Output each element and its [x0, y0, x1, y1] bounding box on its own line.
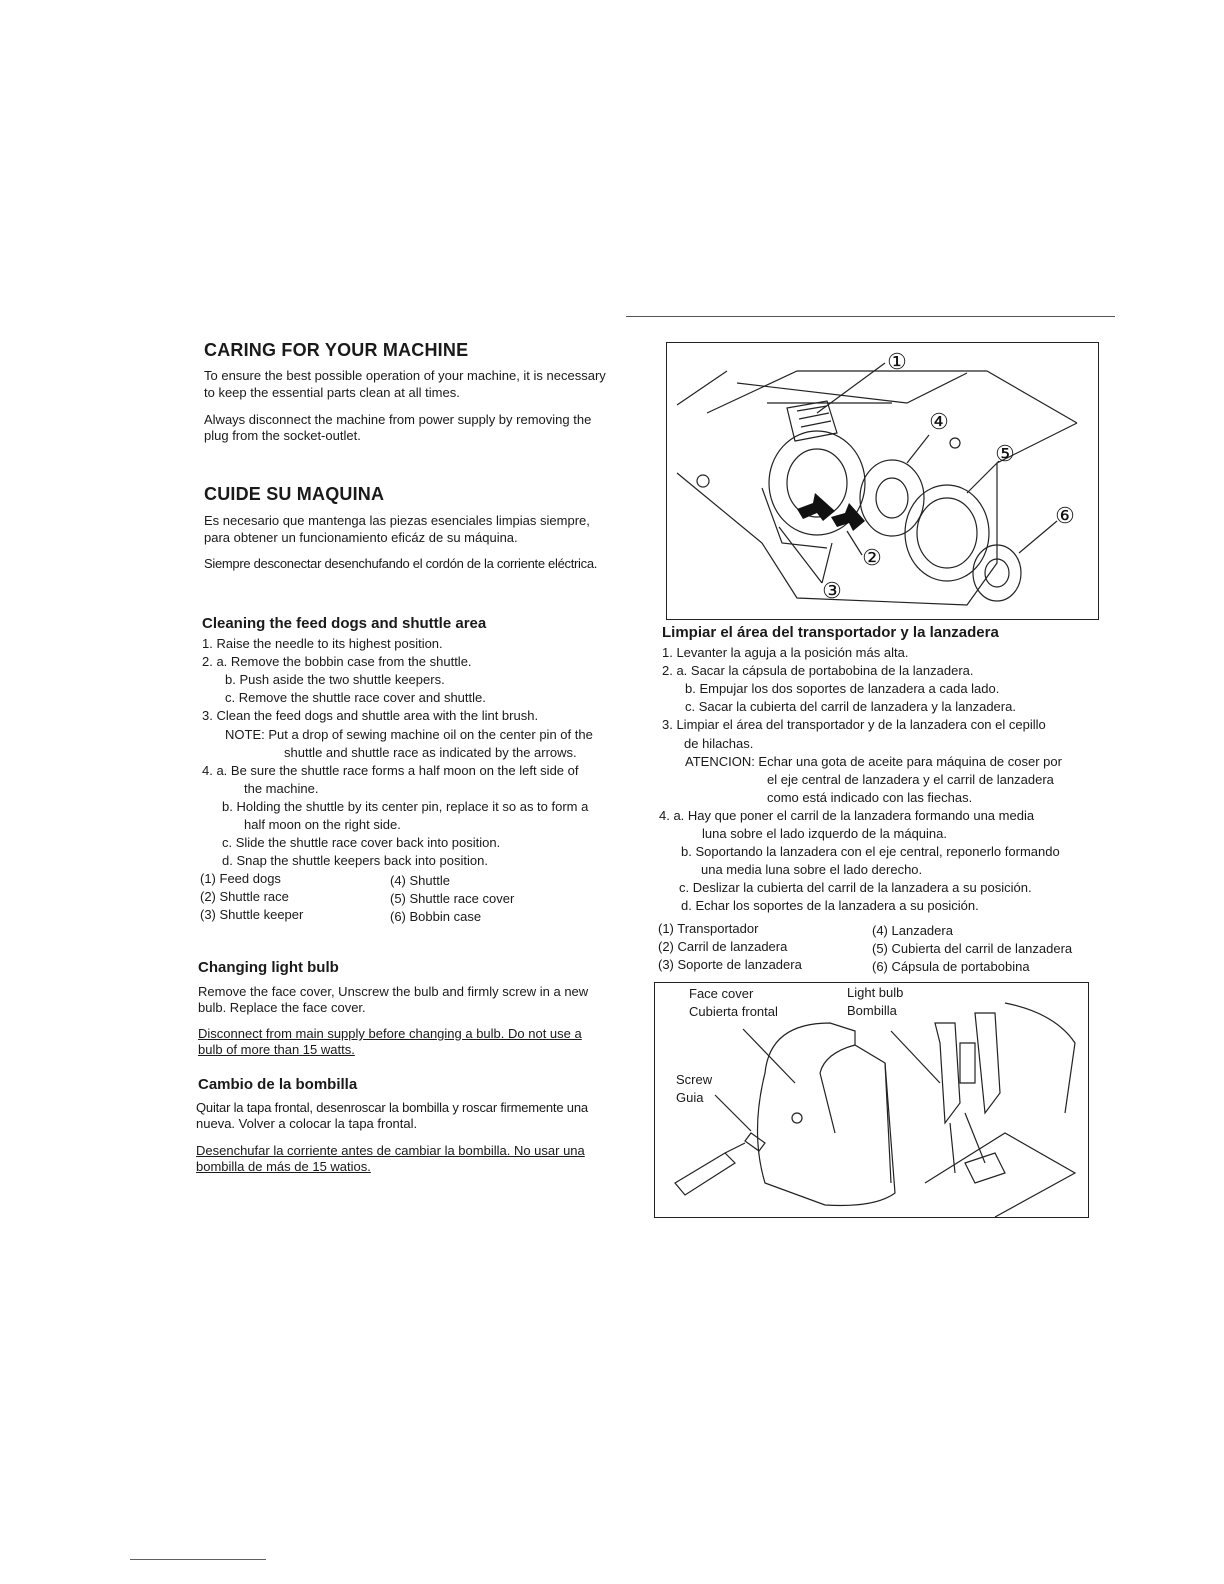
caring-p1-line2: to keep the essential parts clean at all times.: [204, 385, 460, 400]
limpiar-step-line: el eje central de lanzadera y el carril de lanzadera: [767, 771, 1054, 787]
top-rule: [626, 316, 1115, 317]
bombilla-label: Bombilla: [847, 1003, 897, 1018]
cleaning-step-line: 1. Raise the needle to its highest position.: [202, 636, 443, 651]
cleaning-step-line: shuttle and shuttle race as indicated by the arrows.: [284, 744, 577, 760]
shuttle-area-illustration: [666, 342, 1099, 620]
cleaning-step-line: b. Holding the shuttle by its center pin, replace it so as to form a: [222, 798, 589, 814]
cleaning-step-line: half moon on the right side.: [244, 817, 401, 832]
bombilla-title: Cambio de la bombilla: [198, 1076, 358, 1093]
cleaning-legend-item: (3) Shuttle keeper: [200, 907, 304, 922]
limpiar-legend-item: (4) Lanzadera: [872, 923, 953, 938]
limpiar-step-line: 2. a. Sacar la cápsula de portabobina de la lanzadera.: [662, 663, 974, 679]
cleaning-legend-item: (4) Shuttle: [390, 873, 450, 888]
screw-label: Screw: [676, 1072, 713, 1087]
cleaning-step-line: c. Slide the shuttle race cover back into position.: [222, 835, 501, 851]
cleaning-step-line: 2. a. Remove the bobbin case from the shuttle.: [202, 654, 472, 670]
bulb-p1-line2: bulb. Replace the face cover.: [198, 1000, 366, 1015]
bombilla-warning-line1: Desenchufar la corriente antes de cambiar la bombilla. No usar una: [196, 1143, 585, 1158]
limpiar-step-line: b. Soportando la lanzadera con el eje central, reponerlo formando: [681, 844, 1060, 860]
cleaning-step-line: c. Remove the shuttle race cover and shuttle.: [225, 690, 486, 706]
caring-p1-line1: To ensure the best possible operation of your machine, it is necessary: [204, 368, 606, 383]
cuide-p2-line1: Siempre desconectar desenchufando el cordón de la corriente eléctrica.: [204, 556, 598, 571]
cleaning-step-line: 4. a. Be sure the shuttle race forms a half moon on the left side of: [202, 762, 579, 778]
cuide-title: CUIDE SU MAQUINA: [204, 484, 385, 504]
cleaning-step-line: the machine.: [244, 780, 319, 796]
cubierta-frontal-label: Cubierta frontal: [689, 1004, 778, 1019]
caring-title: CARING FOR YOUR MACHINE: [204, 340, 469, 360]
footer-rule: [130, 1559, 266, 1560]
limpiar-legend-item: (3) Soporte de lanzadera: [658, 957, 802, 972]
light-bulb-illustration: [654, 982, 1089, 1218]
shuttle-area-drawing: [667, 343, 1098, 619]
bulb-warning-line2: bulb of more than 15 watts.: [198, 1042, 355, 1057]
cuide-p1-line2: para obtener un funcionamiento eficáz de su máquina.: [204, 530, 518, 545]
light-bulb-label: Light bulb: [847, 985, 904, 1000]
limpiar-legend-item: (6) Cápsula de portabobina: [872, 959, 1030, 974]
limpiar-step-line: c. Deslizar la cubierta del carril de la lanzadera a su posición.: [679, 880, 1032, 896]
cleaning-legend-item: (2) Shuttle race: [200, 889, 289, 904]
bombilla-warning-line2: bombilla de más de 15 watios.: [196, 1159, 371, 1174]
limpiar-step-line: como está indicado con las fiechas.: [767, 789, 973, 805]
guia-label: Guia: [676, 1090, 704, 1105]
limpiar-step-line: c. Sacar la cubierta del carril de lanzadera y la lanzadera.: [685, 699, 1016, 715]
limpiar-legend-item: (1) Transportador: [658, 921, 759, 936]
limpiar-step-line: b. Empujar los dos soportes de lanzadera a cada lado.: [685, 681, 1000, 697]
limpiar-step-line: una media luna sobre el lado derecho.: [701, 862, 923, 878]
callout-1: ①: [887, 349, 907, 374]
cleaning-legend-item: (5) Shuttle race cover: [390, 891, 515, 906]
cleaning-legend-item: (1) Feed dogs: [200, 871, 281, 886]
cleaning-legend-item: (6) Bobbin case: [390, 909, 482, 924]
callout-2: ②: [862, 545, 882, 570]
cleaning-step-line: NOTE: Put a drop of sewing machine oil on the center pin of the: [225, 726, 593, 742]
bulb-warning-line1: Disconnect from main supply before changing a bulb. Do not use a: [198, 1026, 582, 1041]
limpiar-step-line: de hilachas.: [684, 735, 754, 751]
limpiar-title: Limpiar el área del transportador y la lanzadera: [662, 624, 999, 641]
limpiar-step-line: 4. a. Hay que poner el carril de la lanzadera formando una media: [659, 807, 1035, 823]
bombilla-p1-line2: nueva. Volver a colocar la tapa frontal.: [196, 1116, 418, 1131]
cuide-p1-line1: Es necesario que mantenga las piezas esenciales limpias siempre,: [204, 513, 590, 528]
caring-p2-line1: Always disconnect the machine from power supply by removing the: [204, 412, 592, 427]
bulb-title: Changing light bulb: [198, 959, 339, 976]
callout-5: ⑤: [995, 441, 1015, 466]
face-cover-label: Face cover: [689, 986, 754, 1001]
limpiar-step-line: luna sobre el lado izquerdo de la máquina.: [702, 826, 948, 841]
limpiar-step-line: d. Echar los soportes de la lanzadera a su posición.: [681, 898, 979, 914]
callout-6: ⑥: [1055, 503, 1075, 528]
bulb-p1-line1: Remove the face cover, Unscrew the bulb and firmly screw in a new: [198, 984, 589, 999]
cleaning-step-line: d. Snap the shuttle keepers back into position.: [222, 853, 488, 869]
caring-p2-line2: plug from the socket-outlet.: [204, 428, 361, 443]
limpiar-step-line: ATENCION: Echar una gota de aceite para máquina de coser por: [685, 753, 1062, 769]
callout-4: ④: [929, 409, 949, 434]
cleaning-step-line: 3. Clean the feed dogs and shuttle area with the lint brush.: [202, 708, 539, 724]
limpiar-legend-item: (5) Cubierta del carril de lanzadera: [872, 941, 1073, 956]
bombilla-p1-line1: Quitar la tapa frontal, desenroscar la bombilla y roscar firmemente una: [196, 1100, 588, 1115]
cleaning-step-line: b. Push aside the two shuttle keepers.: [225, 672, 445, 688]
callout-3: ③: [822, 578, 842, 603]
limpiar-legend-item: (2) Carril de lanzadera: [658, 939, 788, 954]
cleaning-title: Cleaning the feed dogs and shuttle area: [202, 615, 487, 632]
limpiar-step-line: 3. Limpiar el área del transportador y de la lanzadera con el cepillo: [662, 717, 1046, 733]
limpiar-step-line: 1. Levanter la aguja a la posición más alta.: [662, 645, 909, 660]
